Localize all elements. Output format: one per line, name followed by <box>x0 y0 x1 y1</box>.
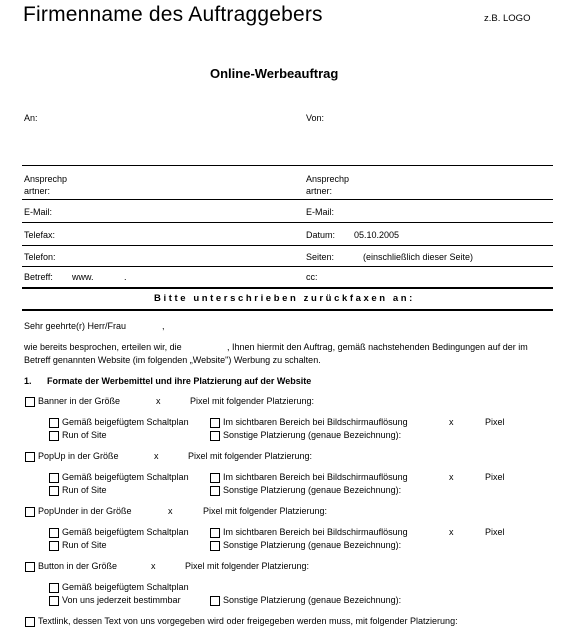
button-pixel: Pixel mit folgender Platzierung: <box>185 561 310 571</box>
betreff-dot: . <box>124 272 127 282</box>
button-schaltplan-label: Gemäß beigefügtem Schaltplan <box>62 582 189 592</box>
popup-label: PopUp in der Größe <box>38 451 119 461</box>
popunder-sonstige-checkbox[interactable] <box>210 541 220 551</box>
button-schaltplan-checkbox[interactable] <box>49 583 59 593</box>
label-ansprech-left-2: artner: <box>24 186 51 196</box>
section-title: Formate der Werbemittel und ihre Platzierung auf der Website <box>47 376 312 386</box>
textlink-label: Textlink, dessen Text von uns vorgegeben wird oder freigegeben werden muss, mit folgender Platzierung: <box>38 616 458 626</box>
popunder-x: x <box>168 506 173 516</box>
label-an: An: <box>24 113 38 123</box>
banner-run-of-site-label: Run of Site <box>62 430 107 440</box>
seiten-note: (einschließlich dieser Seite) <box>363 252 474 262</box>
letter-line-1a: wie bereits besprochen, erteilen wir, die <box>24 342 182 352</box>
popup-sichtbar-label: Im sichtbaren Bereich bei Bildschirmauflösung <box>223 472 408 482</box>
banner-schaltplan-checkbox[interactable] <box>49 418 59 428</box>
popunder-run-of-site-label: Run of Site <box>62 540 107 550</box>
popunder-sonstige-label: Sonstige Platzierung (genaue Bezeichnung): <box>223 540 402 550</box>
greeting: Sehr geehrte(r) Herr/Frau <box>24 321 127 331</box>
popunder-sichtbar-label: Im sichtbaren Bereich bei Bildschirmauflösung <box>223 527 408 537</box>
label-email-left: E-Mail: <box>24 207 53 217</box>
divider-thick <box>22 287 553 289</box>
button-jederzeit-checkbox[interactable] <box>49 596 59 606</box>
popunder-res-pixel: Pixel <box>485 527 505 537</box>
popup-x: x <box>154 451 159 461</box>
banner-pixel: Pixel mit folgender Platzierung: <box>190 396 315 406</box>
button-sonstige-checkbox[interactable] <box>210 596 220 606</box>
textlink-checkbox[interactable] <box>25 617 35 627</box>
fax-notice: Bitte unterschrieben zurückfaxen an: <box>154 293 415 304</box>
label-email-right: E-Mail: <box>306 207 335 217</box>
popunder-res-x: x <box>449 527 454 537</box>
button-x: x <box>151 561 156 571</box>
popup-run-of-site-label: Run of Site <box>62 485 107 495</box>
popup-schaltplan-checkbox[interactable] <box>49 473 59 483</box>
betreff-www: www. <box>72 272 94 282</box>
banner-res-x: x <box>449 417 454 427</box>
label-ansprech-left-1: Ansprechp <box>24 174 68 184</box>
greeting-comma: , <box>162 321 165 331</box>
logo-placeholder: z.B. LOGO <box>484 13 531 24</box>
banner-checkbox[interactable] <box>25 397 35 407</box>
banner-sonstige-label: Sonstige Platzierung (genaue Bezeichnung): <box>223 430 402 440</box>
banner-sichtbar-checkbox[interactable] <box>210 418 220 428</box>
popup-sichtbar-checkbox[interactable] <box>210 473 220 483</box>
popunder-schaltplan-label: Gemäß beigefügtem Schaltplan <box>62 527 189 537</box>
banner-sichtbar-label: Im sichtbaren Bereich bei Bildschirmauflösung <box>223 417 408 427</box>
banner-x: x <box>156 396 161 406</box>
popunder-checkbox[interactable] <box>25 507 35 517</box>
banner-run-of-site-checkbox[interactable] <box>49 431 59 441</box>
company-name: Firmenname des Auftraggebers <box>23 3 323 26</box>
label-datum: Datum: <box>306 230 336 240</box>
popup-run-of-site-checkbox[interactable] <box>49 486 59 496</box>
popunder-pixel: Pixel mit folgender Platzierung: <box>203 506 328 516</box>
label-ansprech-right-1: Ansprechp <box>306 174 350 184</box>
divider-thick <box>22 309 553 311</box>
section-number: 1. <box>24 376 32 386</box>
letter-line-1b: , Ihnen hiermit den Auftrag, gemäß nachstehenden Bedingungen auf der im <box>227 342 528 352</box>
divider <box>22 165 553 166</box>
divider <box>22 199 553 200</box>
popup-sonstige-label: Sonstige Platzierung (genaue Bezeichnung): <box>223 485 402 495</box>
label-telefon: Telefon: <box>24 252 56 262</box>
popunder-run-of-site-checkbox[interactable] <box>49 541 59 551</box>
popunder-sichtbar-checkbox[interactable] <box>210 528 220 538</box>
popunder-schaltplan-checkbox[interactable] <box>49 528 59 538</box>
divider <box>22 222 553 223</box>
label-seiten: Seiten: <box>306 252 335 262</box>
banner-schaltplan-label: Gemäß beigefügtem Schaltplan <box>62 417 189 427</box>
letter-line-2: Betreff genannten Website (im folgenden „Website") Werbung zu schalten. <box>24 355 321 365</box>
banner-label: Banner in der Größe <box>38 396 121 406</box>
divider <box>22 245 553 246</box>
button-label: Button in der Größe <box>38 561 118 571</box>
popup-schaltplan-label: Gemäß beigefügtem Schaltplan <box>62 472 189 482</box>
popunder-label: PopUnder in der Größe <box>38 506 132 516</box>
datum-value: 05.10.2005 <box>354 230 400 240</box>
popup-res-pixel: Pixel <box>485 472 505 482</box>
button-sonstige-label: Sonstige Platzierung (genaue Bezeichnung): <box>223 595 402 605</box>
popup-pixel: Pixel mit folgender Platzierung: <box>188 451 313 461</box>
popup-res-x: x <box>449 472 454 482</box>
button-checkbox[interactable] <box>25 562 35 572</box>
banner-res-pixel: Pixel <box>485 417 505 427</box>
popup-sonstige-checkbox[interactable] <box>210 486 220 496</box>
label-von: Von: <box>306 113 325 123</box>
button-jederzeit-label: Von uns jederzeit bestimmbar <box>62 595 181 605</box>
popup-checkbox[interactable] <box>25 452 35 462</box>
divider <box>22 266 553 267</box>
label-betreff: Betreff: <box>24 272 53 282</box>
label-ansprech-right-2: artner: <box>306 186 333 196</box>
banner-sonstige-checkbox[interactable] <box>210 431 220 441</box>
label-cc: cc: <box>306 272 318 282</box>
label-telefax: Telefax: <box>24 230 56 240</box>
page-title: Online-Werbeauftrag <box>210 66 339 81</box>
